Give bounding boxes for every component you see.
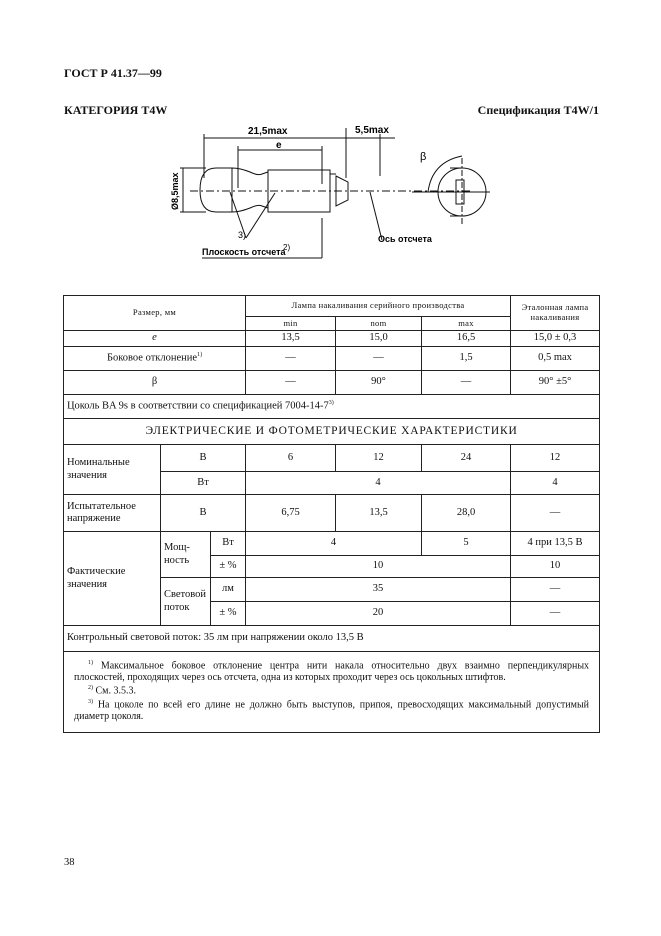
power-w-standard: 4 при 13,5 В — [511, 532, 600, 556]
power-w: 4 — [246, 532, 422, 556]
cell-nom: 90° — [336, 371, 422, 395]
cell-max: 16,5 — [422, 331, 511, 347]
footnote-mark: 2) — [88, 685, 93, 692]
footnote-text: См. 3.5.3. — [95, 685, 136, 697]
cell-min: — — [246, 347, 336, 371]
reference-axis-label: Ось отсчета — [378, 234, 432, 244]
flux-label: Световой поток — [161, 578, 211, 626]
base-spec-text: Цоколь BA 9s в соответствии со спецификацией 7004-14-7 — [67, 400, 329, 412]
footnote-3 — [74, 699, 589, 722]
unit-lumen: лм — [211, 578, 246, 602]
serial-lamp-header: Лампа накаливания серийного производства — [246, 296, 511, 317]
specification-title: Спецификация T4W/1 — [477, 103, 599, 117]
footnote-mark: 1) — [88, 660, 93, 666]
flux-lm-standard: — — [511, 578, 600, 602]
cell-standard: 0,5 max — [511, 347, 600, 371]
document-code: ГОСТ Р 41.37—99 — [64, 66, 162, 80]
reference-plane-note: 2) — [283, 243, 291, 252]
footnote-1 — [74, 660, 589, 683]
note-3-label: 3) — [238, 230, 247, 240]
table-row — [64, 347, 600, 371]
nominal-v: 24 — [422, 445, 511, 472]
flux-lm: 35 — [246, 578, 511, 602]
unit-percent: ± % — [211, 602, 246, 626]
cell-min: 13,5 — [246, 331, 336, 347]
footnote-2 — [74, 685, 589, 697]
dim-base-label: 5,5max — [355, 125, 389, 136]
nominal-label: Номинальные значения — [64, 445, 161, 495]
actual-values-label: Фактические значения — [64, 532, 161, 626]
col-nom: nom — [336, 317, 422, 331]
test-v: 13,5 — [336, 495, 422, 532]
row-label: e — [64, 331, 246, 347]
section-title: ЭЛЕКТРИЧЕСКИЕ И ФОТОМЕТРИЧЕСКИЕ ХАРАКТЕРИСТИКИ — [64, 419, 600, 445]
test-v: 28,0 — [422, 495, 511, 532]
nominal-v: 12 — [336, 445, 422, 472]
footnote-ref: 3) — [328, 400, 334, 407]
unit-volt: В — [161, 495, 246, 532]
table-row — [64, 331, 600, 347]
cell-max: 1,5 — [422, 347, 511, 371]
lamp-drawing — [150, 118, 510, 268]
cell-nom: — — [336, 347, 422, 371]
standard-lamp-header: Эталонная лампа накаливания — [511, 296, 600, 331]
specification-table — [63, 295, 600, 733]
power-w: 5 — [422, 532, 511, 556]
col-max: max — [422, 317, 511, 331]
test-v: 6,75 — [246, 495, 336, 532]
flux-pct: 20 — [246, 602, 511, 626]
unit-watt: Вт — [211, 532, 246, 556]
unit-watt: Вт — [161, 472, 246, 495]
cell-nom: 15,0 — [336, 331, 422, 347]
reference-plane-label: Плоскость отсчета — [202, 247, 286, 257]
dim-length-label: 21,5max — [248, 126, 288, 137]
footnote-text: На цоколе по всей его длине не должно быть выступов, припоя, превосходящих максимальный допустимый диаметр цоколя. — [74, 699, 590, 722]
nominal-w-standard: 4 — [511, 472, 600, 495]
dim-diameter-label: Ø8,5max — [170, 172, 180, 210]
footnotes — [64, 652, 600, 733]
beta-label: β — [420, 151, 427, 163]
test-voltage-label: Испытательное напряжение — [64, 495, 161, 532]
nominal-v: 6 — [246, 445, 336, 472]
col-min: min — [246, 317, 336, 331]
dim-e-label: e — [276, 140, 282, 151]
footnote-ref: 1) — [197, 352, 203, 359]
power-label: Мощ-ность — [161, 532, 211, 578]
unit-volt: В — [161, 445, 246, 472]
row-label-text: Боковое отклонение — [106, 352, 198, 364]
footnote-mark: 3) — [88, 699, 93, 706]
power-pct: 10 — [246, 556, 511, 578]
cell-min: — — [246, 371, 336, 395]
nominal-v-standard: 12 — [511, 445, 600, 472]
footnote-text: Максимальное боковое отклонение центра нити накала относительно двух взаимно перпендикулярных плоскостей, проходящих через ось отсчета, одна из которых проходит через ось цокольных штифтов. — [74, 660, 590, 683]
unit-percent: ± % — [211, 556, 246, 578]
row-label — [64, 347, 246, 371]
page-number: 38 — [64, 857, 75, 868]
cell-max: — — [422, 371, 511, 395]
cell-standard: 90° ±5° — [511, 371, 600, 395]
power-pct-standard: 10 — [511, 556, 600, 578]
base-spec — [64, 395, 600, 419]
row-label: β — [64, 371, 246, 395]
category-title: КАТЕГОРИЯ T4W — [64, 103, 168, 117]
test-v-standard: — — [511, 495, 600, 532]
table-row — [64, 371, 600, 395]
control-flux: Контрольный световой поток: 35 лм при напряжении около 13,5 В — [64, 626, 600, 652]
dimension-header: Размер, мм — [64, 296, 246, 331]
nominal-w: 4 — [246, 472, 511, 495]
cell-standard: 15,0 ± 0,3 — [511, 331, 600, 347]
flux-pct-standard: — — [511, 602, 600, 626]
